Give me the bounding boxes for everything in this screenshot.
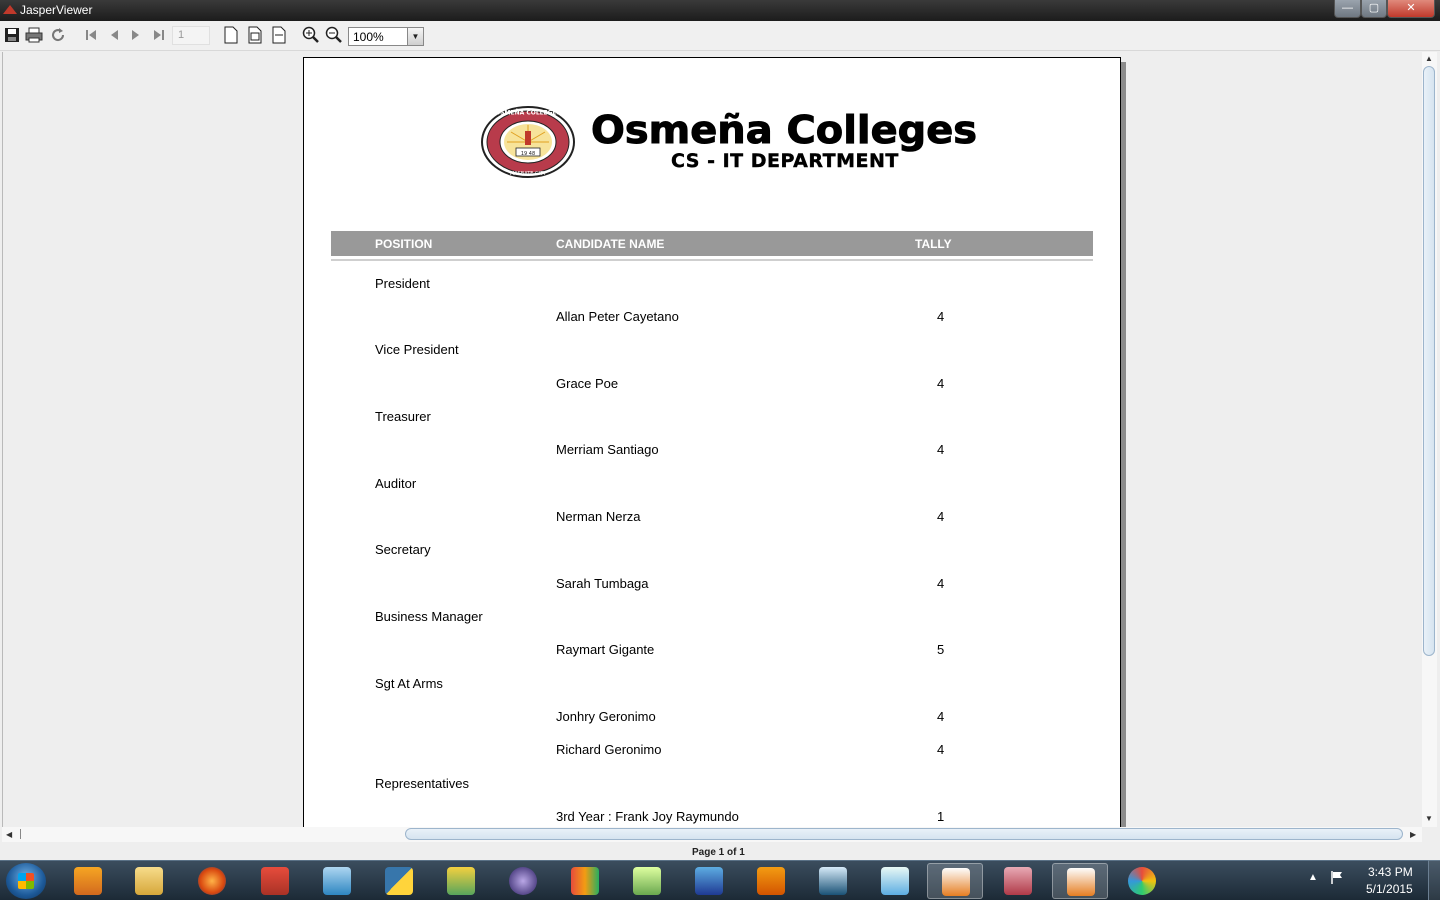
taskbar-visual-studio[interactable] xyxy=(557,863,613,899)
eclipse-icon xyxy=(509,867,537,895)
filezilla-icon xyxy=(1004,867,1032,895)
taskbar-file-explorer[interactable] xyxy=(121,863,177,899)
jasper-app-icon xyxy=(3,5,17,14)
cube-icon xyxy=(323,867,351,895)
save-icon[interactable] xyxy=(3,26,21,44)
java-icon xyxy=(1067,868,1095,896)
taskbar-paint[interactable] xyxy=(1114,863,1170,899)
taskbar-launcher[interactable] xyxy=(433,863,489,899)
tally-value: 4 xyxy=(937,709,945,724)
taskbar-java[interactable] xyxy=(1052,863,1108,899)
candidate-name: Raymart Gigante xyxy=(556,642,655,657)
first-page-icon[interactable] xyxy=(82,26,100,44)
status-bar xyxy=(0,842,1440,860)
tally-value: 1 xyxy=(937,809,945,824)
last-page-icon[interactable] xyxy=(150,26,168,44)
svg-text:19 48: 19 48 xyxy=(520,151,536,157)
folder-icon xyxy=(135,867,163,895)
column-header-candidate: CANDIDATE NAME xyxy=(556,237,665,251)
scroll-down-icon[interactable]: ▼ xyxy=(1425,814,1433,823)
media-player-icon xyxy=(74,867,102,895)
firefox-icon xyxy=(198,867,226,895)
position-label: President xyxy=(375,276,430,291)
tally-value: 4 xyxy=(937,742,945,757)
college-name: Osmeña Colleges xyxy=(591,108,978,152)
taskbar-remote-desktop[interactable] xyxy=(805,863,861,899)
xampp-icon xyxy=(757,867,785,895)
taskbar-virtualbox[interactable] xyxy=(309,863,365,899)
show-desktop-button[interactable] xyxy=(1428,860,1440,900)
table-header xyxy=(331,231,1093,256)
zoom-select[interactable] xyxy=(348,27,424,46)
svg-text:MASBATE CITY: MASBATE CITY xyxy=(509,171,547,177)
taskbar-eclipse[interactable] xyxy=(495,863,551,899)
taskbar-python[interactable] xyxy=(371,863,427,899)
tally-value: 4 xyxy=(937,509,945,524)
clock-time[interactable]: 3:43 PM xyxy=(1368,865,1413,879)
candidate-name: Grace Poe xyxy=(556,376,619,391)
previous-page-icon[interactable] xyxy=(105,26,123,44)
header-divider xyxy=(331,259,1093,261)
vertical-scrollbar[interactable] xyxy=(1422,52,1437,827)
college-seal-logo xyxy=(481,106,575,178)
print-icon[interactable] xyxy=(25,26,43,44)
reload-icon[interactable] xyxy=(49,26,67,44)
taskbar-devcpp[interactable] xyxy=(681,863,737,899)
zoom-in-icon[interactable] xyxy=(302,26,320,44)
taskbar-xampp[interactable] xyxy=(743,863,799,899)
taskbar-media-player[interactable] xyxy=(60,863,116,899)
candidate-name: Jonhry Geronimo xyxy=(556,709,656,724)
page-number-input[interactable]: 1 xyxy=(172,26,210,45)
candidate-name: Merriam Santiago xyxy=(556,442,659,457)
position-label: Vice President xyxy=(375,342,459,357)
pdf-icon xyxy=(261,867,289,895)
viewer-toolbar xyxy=(0,21,1440,51)
taskbar-java-active[interactable] xyxy=(927,863,983,899)
fit-width-icon[interactable] xyxy=(270,26,288,44)
next-page-icon[interactable] xyxy=(127,26,145,44)
taskbar-notepad[interactable] xyxy=(867,863,923,899)
report-page xyxy=(303,57,1121,827)
clock-date[interactable]: 5/1/2015 xyxy=(1366,882,1413,896)
zoom-out-icon[interactable] xyxy=(325,26,343,44)
horizontal-scroll-thumb[interactable] xyxy=(405,828,1403,840)
tally-value: 5 xyxy=(937,642,945,657)
window-titlebar xyxy=(0,0,1440,21)
position-label: Business Manager xyxy=(375,609,483,624)
launcher-icon xyxy=(447,867,475,895)
chevron-down-icon[interactable]: ▼ xyxy=(407,28,423,45)
horizontal-scrollbar[interactable] xyxy=(2,827,1422,842)
scroll-up-icon[interactable]: ▲ xyxy=(1425,54,1433,63)
java-icon xyxy=(942,868,970,896)
taskbar-pdf[interactable] xyxy=(247,863,303,899)
paint-icon xyxy=(1128,867,1156,895)
position-label: Auditor xyxy=(375,476,417,491)
scroll-grip xyxy=(20,829,24,839)
notepad-icon xyxy=(881,867,909,895)
column-header-tally: TALLY xyxy=(915,237,952,251)
tally-value: 4 xyxy=(937,576,945,591)
windows-logo-icon xyxy=(18,873,34,889)
report-viewport[interactable] xyxy=(2,52,1422,827)
taskbar-firefox[interactable] xyxy=(184,863,240,899)
actual-size-icon[interactable] xyxy=(222,26,240,44)
candidate-name: Richard Geronimo xyxy=(556,742,662,757)
devcpp-icon xyxy=(695,867,723,895)
taskbar-notepad-plus[interactable] xyxy=(619,863,675,899)
position-label: Representatives xyxy=(375,776,469,791)
tray-expand-icon[interactable]: ▲ xyxy=(1308,872,1318,883)
column-header-position: POSITION xyxy=(375,237,433,251)
candidate-name: Nerman Nerza xyxy=(556,509,641,524)
candidate-name: 3rd Year : Frank Joy Raymundo xyxy=(556,809,739,824)
monitor-icon xyxy=(819,867,847,895)
close-button[interactable]: ✕ xyxy=(1387,0,1435,18)
window-title: JasperViewer xyxy=(20,3,93,17)
vertical-scroll-thumb[interactable] xyxy=(1423,66,1435,656)
tally-value: 4 xyxy=(937,309,945,324)
position-label: Secretary xyxy=(375,542,431,557)
start-button[interactable] xyxy=(6,863,46,899)
svg-text:OSMEÑA COLLEGES: OSMEÑA COLLEGES xyxy=(495,109,561,117)
candidate-name: Sarah Tumbaga xyxy=(556,576,649,591)
page-status: Page 1 of 1 xyxy=(692,847,745,858)
department-name: CS - IT DEPARTMENT xyxy=(671,150,899,172)
zoom-value: 100% xyxy=(353,30,384,44)
windows-taskbar xyxy=(0,860,1440,900)
position-label: Treasurer xyxy=(375,409,431,424)
tally-value: 4 xyxy=(937,376,945,391)
python-icon xyxy=(385,867,413,895)
tally-value: 4 xyxy=(937,442,945,457)
action-center-flag-icon[interactable] xyxy=(1330,870,1344,884)
notepad-plus-icon xyxy=(633,867,661,895)
scroll-left-icon[interactable]: ◀ xyxy=(6,830,13,839)
maximize-button[interactable]: ▢ xyxy=(1361,0,1387,18)
candidate-name: Allan Peter Cayetano xyxy=(556,309,679,324)
infinity-icon xyxy=(571,867,599,895)
position-label: Sgt At Arms xyxy=(375,676,443,691)
taskbar-filezilla[interactable] xyxy=(990,863,1046,899)
scroll-right-icon[interactable]: ▶ xyxy=(1410,830,1417,839)
minimize-button[interactable]: — xyxy=(1334,0,1361,18)
fit-page-icon[interactable] xyxy=(246,26,264,44)
